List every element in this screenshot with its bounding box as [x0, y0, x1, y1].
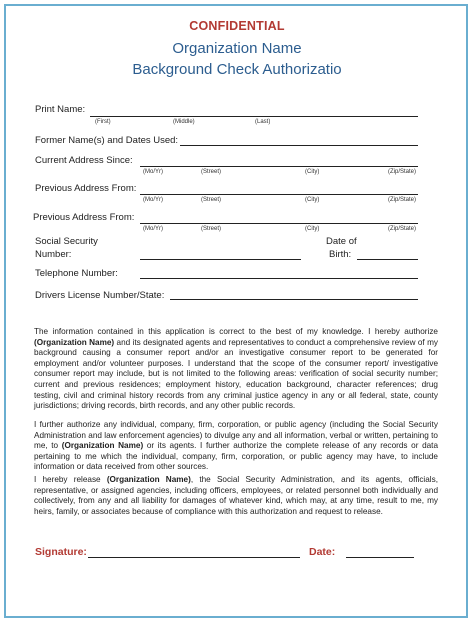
dob-label-line1: Date of [326, 236, 357, 247]
dob-field[interactable] [357, 259, 418, 260]
first-sublabel: (First) [95, 119, 111, 125]
former-names-label: Former Name(s) and Dates Used: [35, 135, 179, 146]
zip-state-sublabel: (Zip/State) [388, 197, 417, 203]
street-sublabel: (Street) [201, 226, 222, 232]
signature-label: Signature: [35, 546, 87, 558]
license-label: Drivers License Number/State: [35, 290, 165, 301]
zip-state-sublabel: (Zip/State) [388, 226, 417, 232]
org-name-bold: (Organization Name) [34, 337, 115, 347]
date-label: Date: [309, 546, 336, 558]
ssn-label-line2: Number: [35, 249, 72, 260]
current-address-field[interactable] [140, 166, 418, 167]
previous-address-2-field[interactable] [140, 223, 418, 224]
print-name-field[interactable] [90, 116, 418, 117]
city-sublabel: (City) [305, 226, 320, 232]
previous-address-1-label: Previous Address From: [35, 183, 137, 194]
former-names-field[interactable] [180, 145, 418, 146]
previous-address-2-label: Previous Address From: [33, 212, 135, 223]
moyr-sublabel: (Mo/Yr) [143, 226, 163, 232]
confidential-label: CONFIDENTIAL [189, 19, 285, 33]
middle-sublabel: (Middle) [173, 119, 195, 125]
moyr-sublabel: (Mo/Yr) [143, 169, 163, 175]
license-field[interactable] [170, 299, 418, 300]
moyr-sublabel: (Mo/Yr) [143, 197, 163, 203]
zip-state-sublabel: (Zip/State) [388, 169, 417, 175]
street-sublabel: (Street) [201, 169, 222, 175]
current-address-label: Current Address Since: [35, 155, 133, 166]
ssn-label-line1: Social Security [35, 236, 98, 247]
signature-field[interactable] [88, 557, 300, 558]
dob-label-line2: Birth: [329, 249, 352, 260]
liability-release-paragraph: I hereby release (Organization Name), the Social Security Administration, and its agents, officials, representative, or assigned agencies, including officers, employees, or related personnel both individually and collectively, from any and all liability for damages of whatever kind, which may, at any time, result to me, my heirs, family, or associates because of compliance with this authorization and request to release. [34, 475, 438, 516]
form-title: Background Check Authorizatio [132, 61, 342, 78]
organization-name: Organization Name [172, 40, 302, 57]
date-field[interactable] [346, 557, 414, 558]
city-sublabel: (City) [305, 197, 320, 203]
ssn-field[interactable] [140, 259, 301, 260]
authorization-paragraph: The information contained in this application is correct to the best of my knowledge. I hereby authorize (Organization Name) and its designated agents and representatives to conduct a comprehensive review of my background causing a consumer report and/or an investigative consumer report to be generated for employment and/or volunteer purposes. I understand that the scope of the consumer report/ investigative consumer report may include, but is not limited to the following areas: verification of social security number; current and previous residences; employment history, education background, character references; drug testing, civil and criminal history records from any criminal justice agency in any or all federal, state, county jurisdictions; driving records, birth records, and any other public records. [34, 327, 438, 411]
previous-address-1-field[interactable] [140, 194, 418, 195]
org-name-bold: (Organization Name) [61, 441, 144, 451]
telephone-label: Telephone Number: [35, 268, 118, 279]
release-info-paragraph: I further authorize any individual, company, firm, corporation, or public agency (including the Social Security Administration and law enforcement agencies) to divulge any and all information, verbal or written, pertaining to me, to (Organization Name) or its agents. I further authorize the complete release of any records or data pertaining to me which the individual, company, firm, corporation, or public agency may have, to include information or data received from other sources. [34, 420, 438, 472]
city-sublabel: (City) [305, 169, 320, 175]
telephone-field[interactable] [140, 278, 418, 279]
org-name-bold: (Organization Name) [106, 475, 191, 484]
print-name-label: Print Name: [35, 104, 86, 115]
street-sublabel: (Street) [201, 197, 222, 203]
last-sublabel: (Last) [255, 119, 271, 125]
page-border [4, 4, 468, 618]
